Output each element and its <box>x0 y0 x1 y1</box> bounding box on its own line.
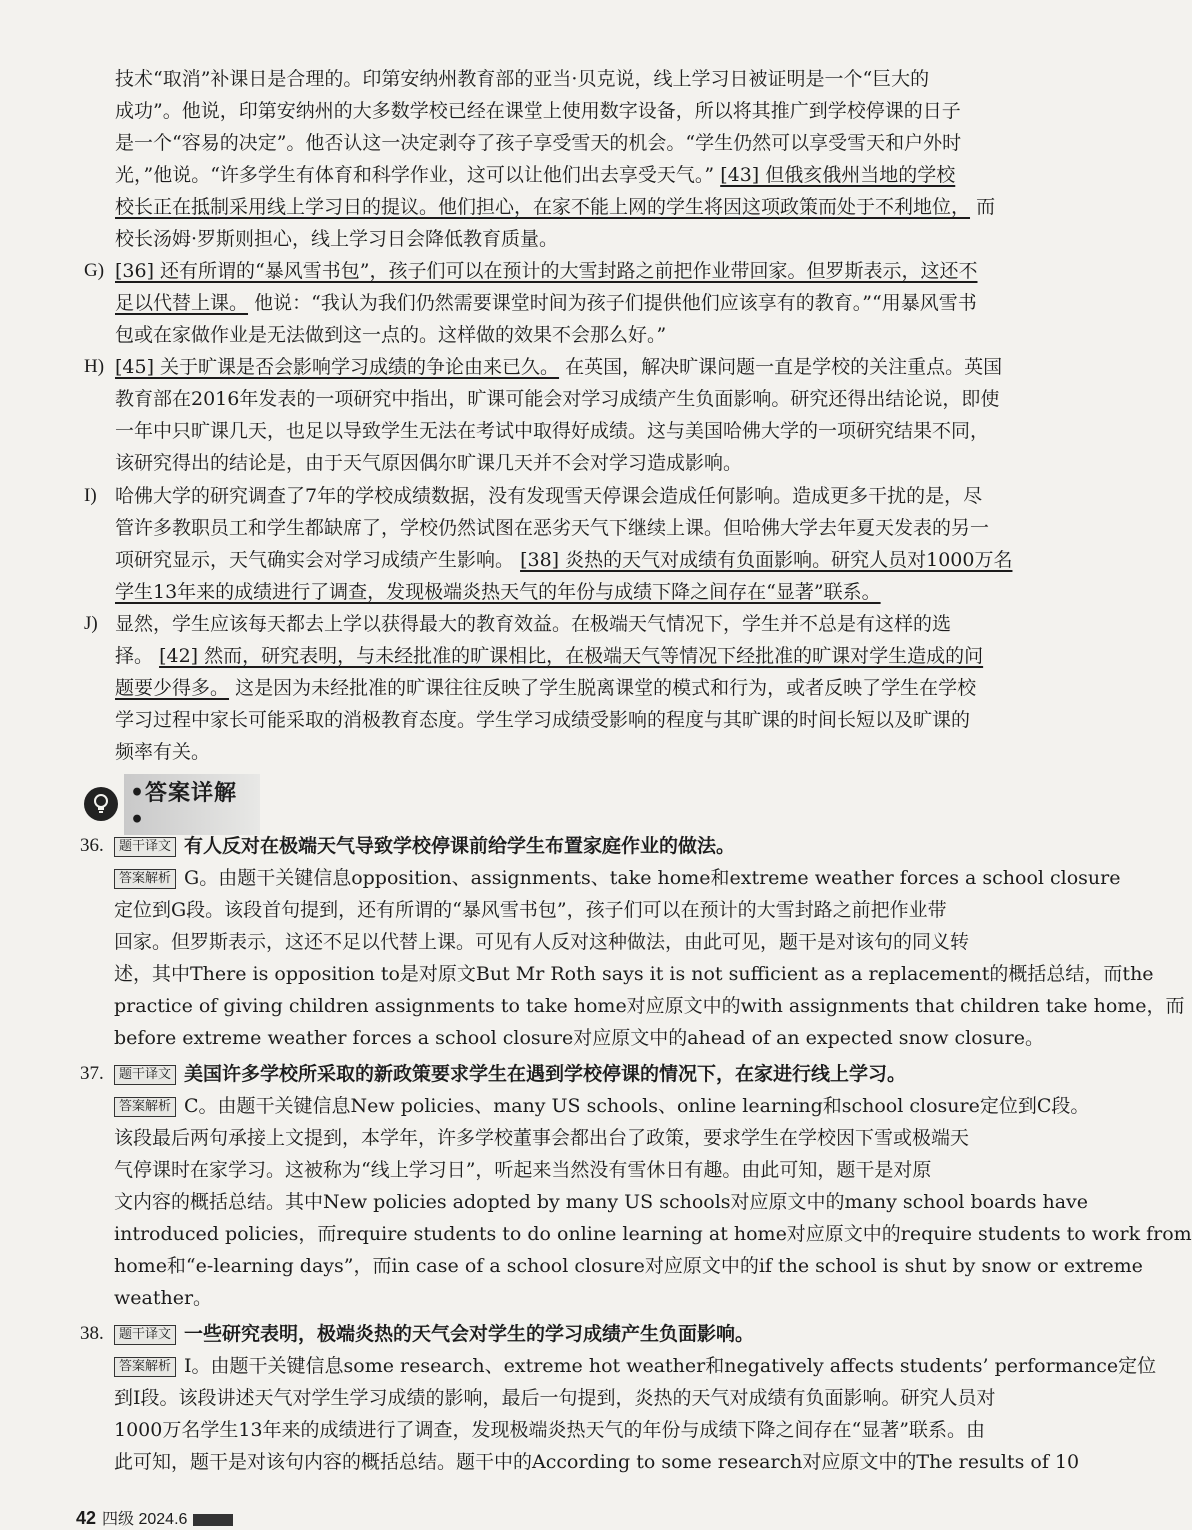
question-number: 37. <box>80 1063 104 1084</box>
passage-line: 该研究得出的结论是，由于天气原因偶尔旷课几天并不会对学习造成影响。 <box>115 452 743 474</box>
answer-section-header <box>84 779 260 833</box>
paragraph-label-h: H) <box>84 356 105 377</box>
publisher-mark <box>193 1514 233 1526</box>
analysis-line: 到I段。该段讲述天气对学生学习成绩的影响，最后一句提到，炎热的天气对成绩有负面影响。研究人员对 <box>114 1387 996 1409</box>
passage-line <box>115 576 881 608</box>
passage-line <box>115 191 995 223</box>
passage-line: 一年中只旷课几天，也足以导致学生无法在考试中取得好成绩。这与美国哈佛大学的一项研究结果不同， <box>115 420 990 442</box>
answer-marker-38: [38] 炎热的天气对成绩有负面影响。研究人员对1000万名 <box>520 549 1013 571</box>
underlined-text: 校长正在抵制采用线上学习日的提议。他们担心，在家不能上网的学生将因这项政策而处于不利地位， <box>115 196 971 218</box>
question-title-row <box>114 830 735 862</box>
analysis-line: practice of giving children assignments to take home对应原文中的with assignments that children take home，而 <box>114 995 1185 1017</box>
passage-text: 而 <box>976 196 996 218</box>
analysis-line: 此可知，题干是对该句内容的概括总结。题干中的According to some research对应原文中的The results of 10 <box>114 1451 1080 1473</box>
passage-text: 在英国，解决旷课问题一直是学校的关注重点。英国 <box>565 356 1003 378</box>
page-footer <box>76 1508 233 1528</box>
lightbulb-icon <box>84 787 118 821</box>
translate-tag: 题干译文 <box>114 1065 176 1085</box>
analysis-text: I。由题干关键信息some research、extreme hot weather和negatively affects students’ performance定位 <box>184 1355 1157 1377</box>
translate-tag: 题干译文 <box>114 1325 176 1345</box>
question-number: 38. <box>80 1323 104 1344</box>
passage-line: 哈佛大学的研究调查了7年的学校成绩数据，没有发现雪天停课会造成任何影响。造成更多干扰的是，尽 <box>115 485 983 507</box>
passage-text: 择。 <box>115 645 154 667</box>
analysis-line: 定位到G段。该段首句提到，还有所谓的“暴风雪书包”，孩子们可以在预计的大雪封路之前把作业带 <box>114 899 947 921</box>
analysis-tag: 答案解析 <box>114 1097 176 1117</box>
analysis-line: 文内容的概括总结。其中New policies adopted by many US schools对应原文中的many school boards have <box>114 1191 1089 1213</box>
passage-text: 光，”他说。“许多学生有体育和科学作业，这可以让他们出去享受天气。” <box>115 164 715 186</box>
analysis-tag: 答案解析 <box>114 1357 176 1377</box>
analysis-tag: 答案解析 <box>114 869 176 889</box>
analysis-line: weather。 <box>114 1287 213 1309</box>
passage-line <box>115 287 977 319</box>
question-title-row <box>114 1058 906 1090</box>
passage-line: 管许多教职员工和学生都缺席了，学校仍然试图在恶劣天气下继续上课。但哈佛大学去年夏天发表的另一 <box>115 517 990 539</box>
passage-line: 频率有关。 <box>115 741 211 763</box>
question-title-row <box>114 1318 754 1350</box>
analysis-line: before extreme weather forces a school closure对应原文中的ahead of an expected snow closure。 <box>114 1027 1044 1049</box>
question-title: 一些研究表明，极端炎热的天气会对学生的学习成绩产生负面影响。 <box>184 1323 755 1345</box>
passage-line: 是一个“容易的决定”。他否认这一决定剥夺了孩子享受雪天的机会。“学生仍然可以享受雪天和户外时 <box>115 132 962 154</box>
passage-line: 成功”。他说，印第安纳州的大多数学校已经在课堂上使用数字设备，所以将其推广到学校停课的日子 <box>115 100 961 122</box>
analysis-line <box>114 1350 1156 1382</box>
passage-line <box>115 159 955 191</box>
passage-line <box>115 640 983 672</box>
question-title: 有人反对在极端天气导致学校停课前给学生布置家庭作业的做法。 <box>184 835 736 857</box>
analysis-line: 述，其中There is opposition to是对原文But Mr Roth says it is not sufficient as a replacement的概括总结，而the <box>114 963 1154 985</box>
analysis-line <box>114 862 1120 894</box>
underlined-text: 题要少得多。 <box>115 677 230 699</box>
analysis-line: home和“e-learning days”，而in case of a school closure对应原文中的if the school is shut by snow or extreme <box>114 1255 1143 1277</box>
answer-marker-45: [45] 关于旷课是否会影响学习成绩的争论由来已久。 <box>115 356 560 378</box>
answer-marker-36: [36] 还有所谓的“暴风雪书包”，孩子们可以在预计的大雪封路之前把作业带回家。但罗斯表示，这还不 <box>115 260 978 282</box>
passage-line: 校长汤姆·罗斯则担心，线上学习日会降低教育质量。 <box>115 228 559 250</box>
page-number: 42 <box>76 1508 97 1528</box>
analysis-line: 该段最后两句承接上文提到，本学年，许多学校董事会都出台了政策，要求学生在学校因下雪或极端天 <box>114 1127 970 1149</box>
answer-marker-43: [43] 但俄亥俄州当地的学校 <box>720 164 956 186</box>
passage-text: 他说：“我认为我们仍然需要课堂时间为孩子们提供他们应该享有的教育。”“用暴风雪书 <box>254 292 977 314</box>
analysis-line: 气停课时在家学习。这被称为“线上学习日”，听起来当然没有雪休日有趣。由此可知，题干是对原 <box>114 1159 932 1181</box>
analysis-line: introduced policies，而require students to do online learning at home对应原文中的require students to work from <box>114 1223 1192 1245</box>
underlined-text: 足以代替上课。 <box>115 292 249 314</box>
passage-line: 教育部在2016年发表的一项研究中指出，旷课可能会对学习成绩产生负面影响。研究还得出结论说，即使 <box>115 388 1000 410</box>
passage-line: 包或在家做作业是无法做到这一点的。这样做的效果不会那么好。” <box>115 324 667 346</box>
analysis-line: 1000万名学生13年来的成绩进行了调查，发现极端炎热天气的年份与成绩下降之间存在“显著”联系。由 <box>114 1419 985 1441</box>
translate-tag: 题干译文 <box>114 837 176 857</box>
analysis-text: G。由题干关键信息opposition、assignments、take home和extreme weather forces a school closure <box>184 867 1121 889</box>
passage-text: 这是因为未经批准的旷课往往反映了学生脱离课堂的模式和行为，或者反映了学生在学校 <box>235 677 977 699</box>
section-title: •答案详解• <box>124 774 260 835</box>
analysis-line <box>114 1090 1089 1122</box>
passage-text: 项研究显示，天气确实会对学习成绩产生影响。 <box>115 549 515 571</box>
question-number: 36. <box>80 835 104 856</box>
passage-line: 学习过程中家长可能采取的消极教育态度。学生学习成绩受影响的程度与其旷课的时间长短以及旷课的 <box>115 709 971 731</box>
passage-line <box>115 544 1012 576</box>
question-title: 美国许多学校所采取的新政策要求学生在遇到学校停课的情况下，在家进行线上学习。 <box>184 1063 907 1085</box>
passage-line <box>115 672 976 704</box>
answer-marker-42: [42] 然而，研究表明，与未经批准的旷课相比，在极端天气等情况下经批准的旷课对学生造成的问 <box>159 645 984 667</box>
passage-line <box>115 351 1002 383</box>
paragraph-label-i: I) <box>84 485 97 506</box>
underlined-text: 学生13年来的成绩进行了调查，发现极端炎热天气的年份与成绩下降之间存在“显著”联系。 <box>115 581 881 603</box>
paragraph-label-g: G) <box>84 260 105 281</box>
analysis-line: 回家。但罗斯表示，这还不足以代替上课。可见有人反对这种做法，由此可见，题干是对该句的同义转 <box>114 931 970 953</box>
issue-label: 四级 2024.6 <box>102 1511 188 1528</box>
passage-line: 技术“取消”补课日是合理的。印第安纳州教育部的亚当·贝克说，线上学习日被证明是一个“巨大的 <box>115 68 930 90</box>
analysis-text: C。由题干关键信息New policies、many US schools、online learning和school closure定位到C段。 <box>184 1095 1090 1117</box>
passage-line: 显然，学生应该每天都去上学以获得最大的教育效益。在极端天气情况下，学生并不总是有这样的选 <box>115 613 952 635</box>
paragraph-label-j: J) <box>84 613 98 634</box>
passage-line <box>115 255 977 287</box>
